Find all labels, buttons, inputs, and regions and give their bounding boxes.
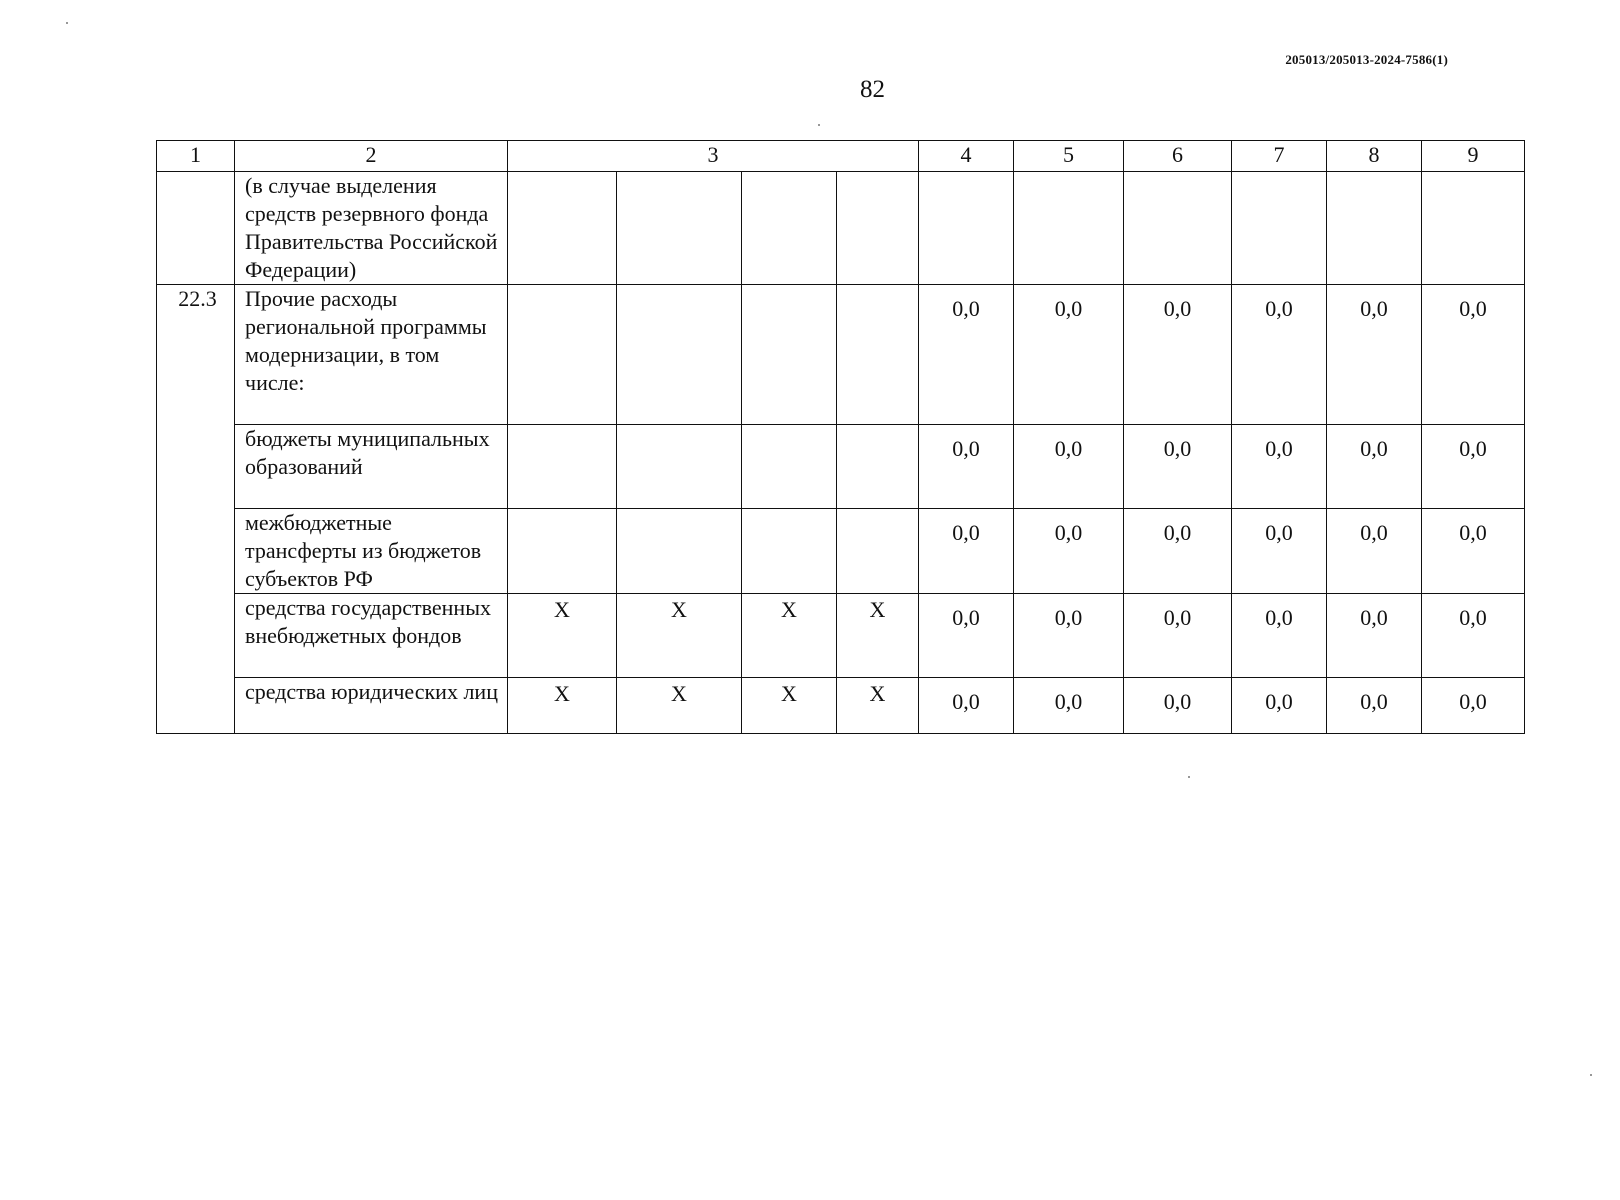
value-cell-col4: 0,0	[919, 594, 1014, 678]
col3-sub-cell	[742, 509, 837, 594]
table-row-legal-entities	[157, 678, 1525, 734]
col3-sub-cell	[742, 172, 837, 285]
scan-speck	[66, 22, 68, 24]
value-cell-col8: 0,0	[1327, 509, 1422, 594]
description-cell: бюджеты муниципальных образований	[235, 425, 508, 509]
value-cell-col6: 0,0	[1124, 285, 1232, 425]
value-cell-col7: 0,0	[1232, 678, 1327, 734]
value-cell	[1422, 172, 1525, 285]
table-row-municipal-budgets	[157, 425, 1525, 509]
value-cell	[1014, 172, 1124, 285]
description-cell: (в случае выделения средств резервного фонда Правительства Российской Федерации)	[235, 172, 508, 285]
col3-sub-cell	[617, 425, 742, 509]
value-cell-col4: 0,0	[919, 285, 1014, 425]
scan-speck	[818, 124, 820, 126]
description-cell: Прочие расходы региональной программы модернизации, в том числе:	[235, 285, 508, 425]
value-cell-col6: 0,0	[1124, 594, 1232, 678]
value-cell-col8: 0,0	[1327, 425, 1422, 509]
value-cell-col5: 0,0	[1014, 509, 1124, 594]
col3-sub-cell	[617, 172, 742, 285]
col3-sub-cell	[508, 285, 617, 425]
header-row	[157, 141, 1525, 172]
table-row-continuation	[157, 172, 1525, 285]
col3-sub-cell	[742, 425, 837, 509]
table-row-interbudget-transfers	[157, 509, 1525, 594]
value-cell-col5: 0,0	[1014, 678, 1124, 734]
budget-table	[156, 140, 1525, 734]
number-cell	[157, 172, 235, 285]
col3-sub-cell	[837, 509, 919, 594]
col3-sub-cell: X	[742, 594, 837, 678]
value-cell-col9: 0,0	[1422, 594, 1525, 678]
value-cell-col9: 0,0	[1422, 678, 1525, 734]
value-cell-col4: 0,0	[919, 678, 1014, 734]
value-cell-col4: 0,0	[919, 425, 1014, 509]
header-col-2: 2	[235, 141, 508, 172]
col3-sub-cell	[837, 425, 919, 509]
value-cell-col5: 0,0	[1014, 594, 1124, 678]
col3-sub-cell	[617, 509, 742, 594]
table-row-extrabudgetary-funds	[157, 594, 1525, 678]
value-cell-col8: 0,0	[1327, 285, 1422, 425]
col3-sub-cell	[742, 285, 837, 425]
col3-sub-cell: X	[617, 594, 742, 678]
value-cell	[1327, 172, 1422, 285]
col3-sub-cell	[837, 172, 919, 285]
header-col-6: 6	[1124, 141, 1232, 172]
description-cell: средства юридических лиц	[235, 678, 508, 734]
value-cell-col7: 0,0	[1232, 285, 1327, 425]
header-col-8: 8	[1327, 141, 1422, 172]
value-cell-col7: 0,0	[1232, 509, 1327, 594]
header-col-3: 3	[508, 141, 919, 172]
value-cell-col9: 0,0	[1422, 509, 1525, 594]
value-cell	[1124, 172, 1232, 285]
col3-sub-cell: X	[742, 678, 837, 734]
value-cell-col9: 0,0	[1422, 425, 1525, 509]
value-cell-col5: 0,0	[1014, 285, 1124, 425]
value-cell-col6: 0,0	[1124, 425, 1232, 509]
description-cell: межбюджетные трансферты из бюджетов субъектов РФ	[235, 509, 508, 594]
header-col-5: 5	[1014, 141, 1124, 172]
col3-sub-cell	[508, 509, 617, 594]
value-cell-col8: 0,0	[1327, 678, 1422, 734]
item-number: 22.3	[157, 285, 235, 734]
document-id: 205013/205013-2024-7586(1)	[1285, 52, 1448, 67]
value-cell	[919, 172, 1014, 285]
col3-sub-cell: X	[837, 594, 919, 678]
scan-speck	[1590, 1074, 1592, 1076]
page-number: 82	[860, 76, 885, 103]
value-cell-col8: 0,0	[1327, 594, 1422, 678]
value-cell-col5: 0,0	[1014, 425, 1124, 509]
header-col-9: 9	[1422, 141, 1525, 172]
col3-sub-cell: X	[508, 594, 617, 678]
header-col-1: 1	[157, 141, 235, 172]
value-cell-col7: 0,0	[1232, 425, 1327, 509]
value-cell-col9: 0,0	[1422, 285, 1525, 425]
value-cell-col6: 0,0	[1124, 509, 1232, 594]
value-cell-col6: 0,0	[1124, 678, 1232, 734]
col3-sub-cell	[617, 285, 742, 425]
header-col-4: 4	[919, 141, 1014, 172]
table-row-other-expenses	[157, 285, 1525, 425]
col3-sub-cell: X	[508, 678, 617, 734]
col3-sub-cell: X	[837, 678, 919, 734]
value-cell-col4: 0,0	[919, 509, 1014, 594]
value-cell	[1232, 172, 1327, 285]
scan-speck	[1188, 776, 1190, 778]
col3-sub-cell	[508, 172, 617, 285]
col3-sub-cell: X	[617, 678, 742, 734]
col3-sub-cell	[508, 425, 617, 509]
col3-sub-cell	[837, 285, 919, 425]
header-col-7: 7	[1232, 141, 1327, 172]
value-cell-col7: 0,0	[1232, 594, 1327, 678]
description-cell: средства государственных внебюджетных фондов	[235, 594, 508, 678]
